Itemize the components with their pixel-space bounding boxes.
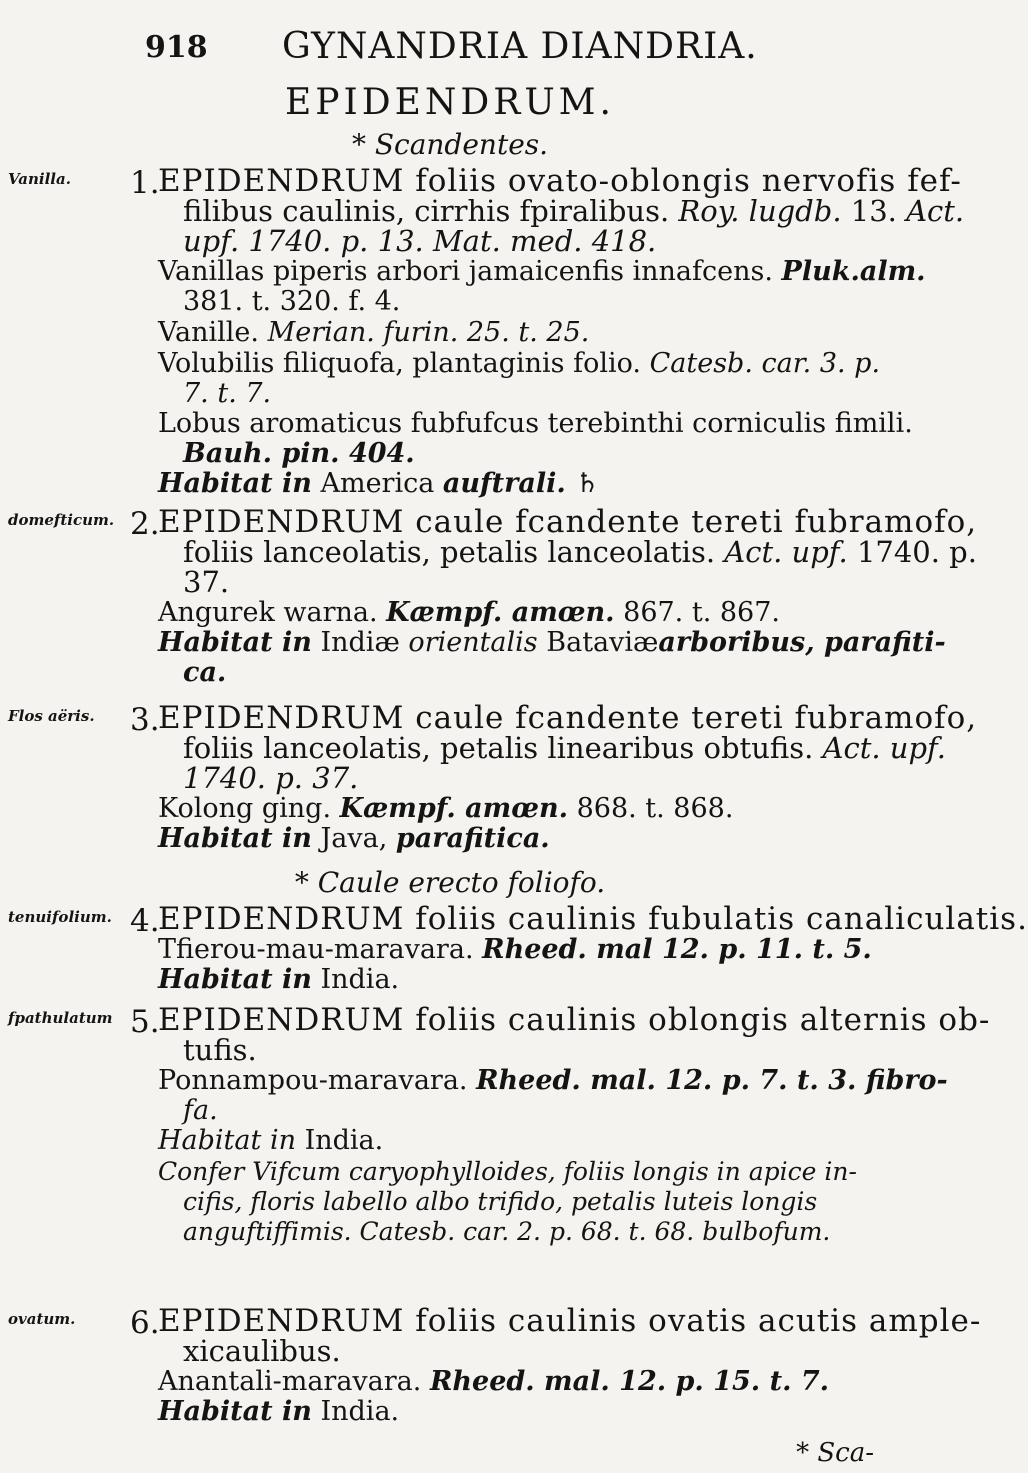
synonym-line: fa. (183, 1095, 218, 1126)
synonym-line: 7. t. 7. (183, 378, 272, 409)
page-number: 918 (145, 30, 208, 65)
synonym-line: Vanille. Merian. furin. 25. t. 25. (158, 317, 590, 348)
catchword: * Sca- (796, 1438, 874, 1468)
habitat-line: Habitat in India. (158, 964, 400, 995)
diagnosis-line: foliis lanceolatis, petalis linearibus obtufis. Act. upf. (183, 731, 946, 765)
synonym-line: Bauh. pin. 404. (183, 438, 415, 469)
diagnosis-line: 37. (183, 565, 230, 599)
synonym-line: Volubilis filiquofa, plantaginis folio. Catesb. car. 3. p. (158, 348, 881, 379)
diagnosis-line: tufis. (183, 1033, 257, 1067)
synonym-line: Anantali-maravara. Rheed. mal. 12. p. 15. t. 7. (158, 1366, 830, 1397)
trivial-name: fpathulatum (8, 1009, 113, 1027)
species-number: 5. (130, 1004, 160, 1040)
diagnosis-line: upf. 1740. p. 13. Mat. med. 418. (183, 224, 657, 258)
habitat-line: Habitat in India. (158, 1125, 384, 1156)
confer-line: cifis, floris labello albo trifido, petalis luteis longis (183, 1187, 818, 1216)
species-number: 2. (130, 506, 160, 542)
diagnosis-line: EPIDENDRUM caule fcandente tereti fubramofo, (158, 504, 978, 540)
diagnosis-line: EPIDENDRUM foliis caulinis oblongis alternis ob- (158, 1002, 991, 1038)
confer-line: Confer Vifcum caryophylloides, foliis longis in apice in- (158, 1157, 857, 1186)
trivial-name: domefticum. (8, 511, 115, 529)
synonym-line: Kolong ging. Kæmpf. amœn. 868. t. 868. (158, 793, 734, 824)
synonym-line: 381. t. 320. f. 4. (183, 286, 401, 317)
diagnosis-line: 1740. p. 37. (183, 761, 359, 795)
diagnosis-line: EPIDENDRUM caule fcandente tereti fubramofo, (158, 700, 978, 736)
diagnosis-line: foliis lanceolatis, petalis lanceolatis. Act. upf. 1740. p. (183, 535, 977, 569)
habitat-line: Habitat in India. (158, 1396, 400, 1427)
species-number: 3. (130, 702, 160, 738)
synonym-line: Lobus aromaticus fubfufcus terebinthi corniculis fimili. (158, 408, 913, 439)
species-number: 6. (130, 1305, 160, 1341)
trivial-name: ovatum. (8, 1310, 76, 1328)
species-number: 4. (130, 903, 160, 939)
trivial-name: Vanilla. (8, 170, 71, 188)
synonym-line: Angurek warna. Kæmpf. amœn. 867. t. 867. (158, 597, 780, 628)
diagnosis-line: EPIDENDRUM foliis caulinis ovatis acutis ample- (158, 1303, 982, 1339)
diagnosis-line: filibus caulinis, cirrhis fpiralibus. Roy. lugdb. 13. Act. (183, 194, 965, 228)
synonym-line: Ponnampou-maravara. Rheed. mal. 12. p. 7. t. 3. fibro- (158, 1065, 948, 1096)
page-header-title: GYNANDRIA DIANDRIA. (282, 26, 758, 67)
habitat-line: Habitat in Indiæ orientalis Bataviæarboribus, parafiti- (158, 627, 946, 658)
running-head (0, 22, 900, 72)
trivial-name: tenuifolium. (8, 908, 112, 926)
synonym-line: Tfierou-mau-maravara. Rheed. mal 12. p. 11. t. 5. (158, 934, 872, 965)
diagnosis-line: EPIDENDRUM foliis caulinis fubulatis canaliculatis. (158, 901, 1028, 937)
habitat-line: Habitat in America auftrali. ♄ (158, 468, 600, 499)
genus-title: EPIDENDRUM. (285, 82, 615, 123)
species-number: 1. (130, 165, 160, 201)
confer-line: anguftiffimis. Catesb. car. 2. p. 68. t. 68. bulbofum. (183, 1217, 831, 1246)
habitat-line: ca. (183, 657, 227, 688)
diagnosis-line: xicaulibus. (183, 1334, 341, 1368)
synonym-line: Vanillas piperis arbori jamaicenfis innafcens. Pluk.alm. (158, 256, 926, 287)
diagnosis-line: EPIDENDRUM foliis ovato-oblongis nervofis fef- (158, 163, 962, 199)
section-heading-caule-erecto: * Caule erecto foliofo. (294, 866, 606, 899)
habitat-line: Habitat in Java, parafitica. (158, 823, 550, 854)
trivial-name: Flos aëris. (8, 707, 95, 725)
section-heading-scandentes: * Scandentes. (351, 128, 549, 161)
